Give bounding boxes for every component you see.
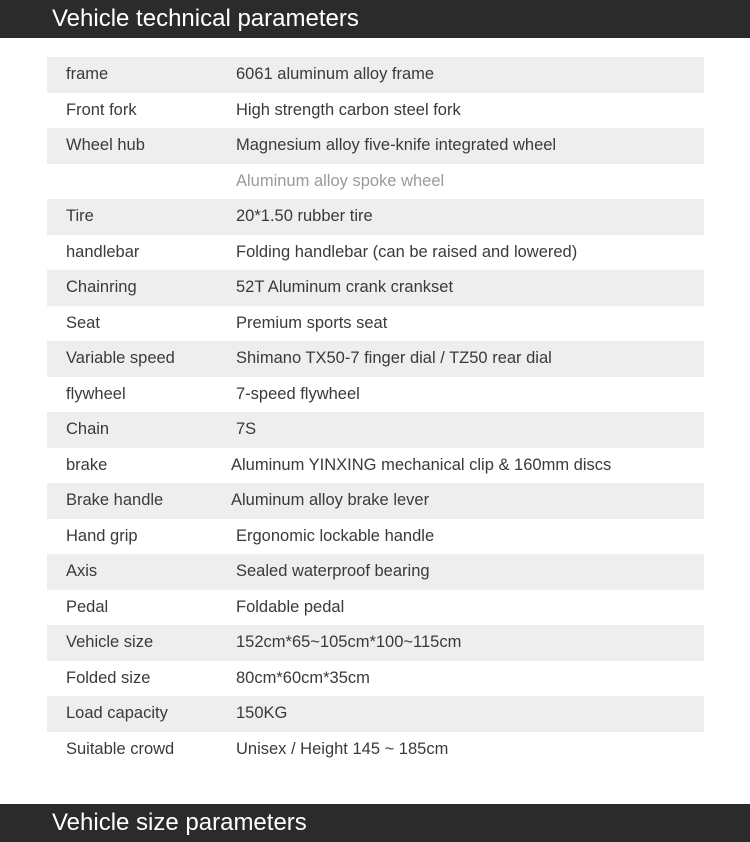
spec-value: Sealed waterproof bearing	[236, 562, 430, 580]
spec-row-tire	[47, 199, 704, 235]
spec-label: Folded size	[66, 668, 151, 687]
spec-row-wheel-hub-alt	[47, 164, 704, 200]
spec-label: brake	[66, 455, 108, 474]
size-parameters-header	[0, 804, 750, 842]
spec-value: Ergonomic lockable handle	[236, 526, 435, 545]
spec-label: Suitable crowd	[66, 739, 175, 758]
spec-row-flywheel	[47, 377, 704, 413]
spec-label: Vehicle size	[66, 633, 154, 651]
spec-row-chain	[47, 412, 704, 448]
spec-row-chainring	[47, 270, 704, 306]
spec-label: handlebar	[66, 242, 140, 261]
spec-label: Wheel hub	[66, 136, 145, 154]
spec-label: Variable speed	[66, 349, 175, 367]
spec-row-vehicle-size	[47, 625, 704, 661]
spec-row-brake	[47, 448, 704, 484]
spec-label: Hand grip	[66, 526, 138, 545]
spec-row-load-capacity	[47, 696, 704, 732]
spec-label: Seat	[66, 313, 100, 332]
spec-label: Load capacity	[66, 704, 168, 722]
spec-value: 6061 aluminum alloy frame	[236, 65, 435, 83]
spec-value: Magnesium alloy five-knife integrated wheel	[236, 136, 557, 154]
technical-parameters-header	[0, 0, 750, 38]
spec-value: 80cm*60cm*35cm	[236, 668, 370, 687]
spec-row-wheel-hub	[47, 128, 704, 164]
spec-value: High strength carbon steel fork	[236, 100, 461, 119]
spec-row-hand-grip	[47, 519, 704, 555]
spec-value: 7S	[236, 420, 257, 438]
spec-label: Chain	[66, 420, 110, 438]
spec-value: 52T Aluminum crank crankset	[236, 278, 454, 296]
spec-value: 150KG	[236, 704, 288, 722]
spec-value: 7-speed flywheel	[236, 384, 360, 403]
spec-value: Folding handlebar (can be raised and lowered)	[236, 242, 578, 261]
spec-row-folded-size	[47, 661, 704, 697]
technical-parameters-title: Vehicle technical parameters	[52, 5, 359, 32]
spec-value: Aluminum alloy spoke wheel	[236, 171, 445, 190]
spec-label: Front fork	[66, 100, 137, 119]
spec-label: Axis	[66, 562, 98, 580]
spec-value: Unisex / Height 145 ~ 185cm	[236, 739, 449, 758]
spec-row-brake-handle	[47, 483, 704, 519]
size-parameters-title: Vehicle size parameters	[52, 809, 307, 836]
spec-label: frame	[66, 65, 109, 83]
spec-row-suitable-crowd	[47, 732, 704, 768]
spec-label: flywheel	[66, 384, 126, 403]
spec-value: 20*1.50 rubber tire	[236, 207, 373, 225]
spec-label: Brake handle	[66, 491, 164, 509]
spec-row-frame	[47, 57, 704, 93]
spec-label: Pedal	[66, 597, 109, 616]
spec-row-handlebar	[47, 235, 704, 271]
spec-value: Shimano TX50-7 finger dial / TZ50 rear dial	[236, 349, 552, 367]
spec-row-seat	[47, 306, 704, 342]
spec-label: Chainring	[66, 278, 137, 296]
spec-label: Tire	[66, 207, 94, 225]
spec-row-front-fork	[47, 93, 704, 129]
spec-value: Aluminum YINXING mechanical clip & 160mm discs	[231, 455, 612, 474]
spec-row-axis	[47, 554, 704, 590]
spec-value: Aluminum alloy brake lever	[231, 491, 430, 509]
spec-row-pedal	[47, 590, 704, 626]
spec-table	[47, 57, 704, 767]
spec-value: Foldable pedal	[236, 597, 345, 616]
spec-value: 152cm*65~105cm*100~115cm	[236, 633, 462, 651]
spec-row-variable-speed	[47, 341, 704, 377]
spec-value: Premium sports seat	[236, 313, 388, 332]
